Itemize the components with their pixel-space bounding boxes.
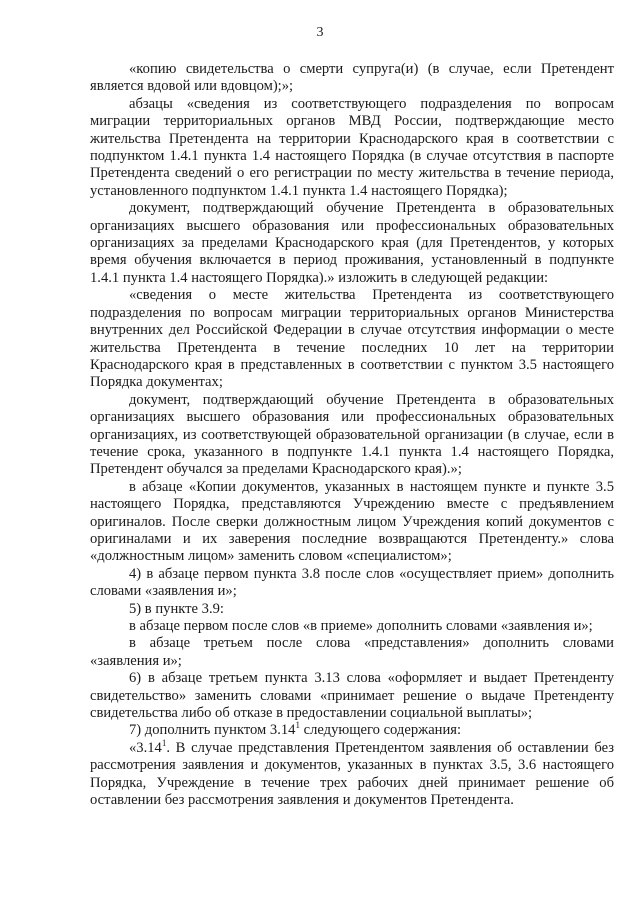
paragraph-1: «копию свидетельства о смерти супруга(и) (в случае, если Претендент является вдовой или вдовцом);»; bbox=[90, 61, 614, 95]
paragraph-13-text-end: . В случае представления Претендентом заявления об оставлении без рассмотрения заявления и документов, указанных в пунктах 3.5, 3.6 настоящего Порядка, Учреждение в течение трех рабочих дней принимает решение об оставлении без рассмотрения заявления и документов Претендента. bbox=[90, 739, 614, 809]
paragraph-12-text-end: следующего содержания: bbox=[299, 722, 462, 739]
paragraph-13-superscript: 1 bbox=[161, 737, 167, 748]
paragraph-13-text: «3.14 bbox=[129, 739, 162, 756]
paragraph-3: документ, подтверждающий обучение Претендента в образовательных организациях высшего образования или профессиональных образовательных организациях за пределами Краснодарского края (для Претендентов, у которых время обучения включается в период проживания, установленный в подпункте 1.4.1 пункта 1.4 настоящего Порядка).» изложить в следующей редакции: bbox=[90, 200, 614, 286]
paragraph-8: 5) в пункте 3.9: bbox=[129, 600, 224, 617]
paragraph-5: документ, подтверждающий обучение Претендента в образовательных организациях высшего образования или профессиональных образовательных организациях, из соответствующей образовательной организации (в случае, если в течение срока, указанного в подпункте 1.4.1 пункта 1.4 настоящего Порядка, Претендент обучался за пределами Краснодарского края).»; bbox=[90, 391, 614, 478]
paragraph-9: в абзаце первом после слов «в приеме» дополнить словами «заявления и»; bbox=[129, 618, 593, 634]
paragraph-12 bbox=[90, 722, 614, 739]
paragraph-6: в абзаце «Копии документов, указанных в настоящем пункте и пункте 3.5 настоящего Порядка, представляются Учреждению вместе с предъявлением оригиналов. После сверки должностным лицом Учреждения копий документов с оригиналами и их заверения последние возвращаются Претенденту.» слова «должностным лицом» заменить словом «специалистом»; bbox=[90, 478, 614, 565]
paragraph-7: 4) в абзаце первом пункта 3.8 после слов «осуществляет прием» дополнить словами «заявления и»; bbox=[90, 565, 614, 600]
paragraph-12-text: 7) дополнить пунктом 3.14 bbox=[129, 722, 296, 739]
document-body bbox=[90, 61, 614, 809]
paragraph-13 bbox=[90, 737, 614, 810]
paragraph-12-superscript: 1 bbox=[295, 720, 300, 731]
paragraph-10: в абзаце третьем после слова «представления» дополнить словами «заявления и»; bbox=[90, 635, 614, 669]
paragraph-11: 6) в абзаце третьем пункта 3.13 слова «оформляет и выдает Претенденту свидетельство» заменить словами «принимает решение о выдаче Претенденту свидетельства либо об отказе в предоставлении социальной выплаты»; bbox=[90, 670, 614, 722]
page-number: 3 bbox=[316, 25, 324, 40]
paragraph-4: «сведения о месте жительства Претендента из соответствующего подразделения по вопросам миграции территориальных органов Министерства внутренних дел Российской Федерации в случае отсутствия информации о месте жительства Претендента в течение последних 10 лет на территории Краснодарского края в представленных в соответствии с пунктом 3.5 настоящего Порядка документах; bbox=[90, 287, 614, 391]
paragraph-2: абзацы «сведения из соответствующего подразделения по вопросам миграции территориальных органов МВД России, подтверждающие место жительства Претендента на территории Краснодарского края в соответствии с подпунктом 1.4.1 пункта 1.4 настоящего Порядка (в случае отсутствия в паспорте Претендента сведений о его регистрации по месту жительства в течение периода, установленного подпунктом 1.4.1 пункта 1.4 настоящего Порядка); bbox=[90, 95, 614, 199]
